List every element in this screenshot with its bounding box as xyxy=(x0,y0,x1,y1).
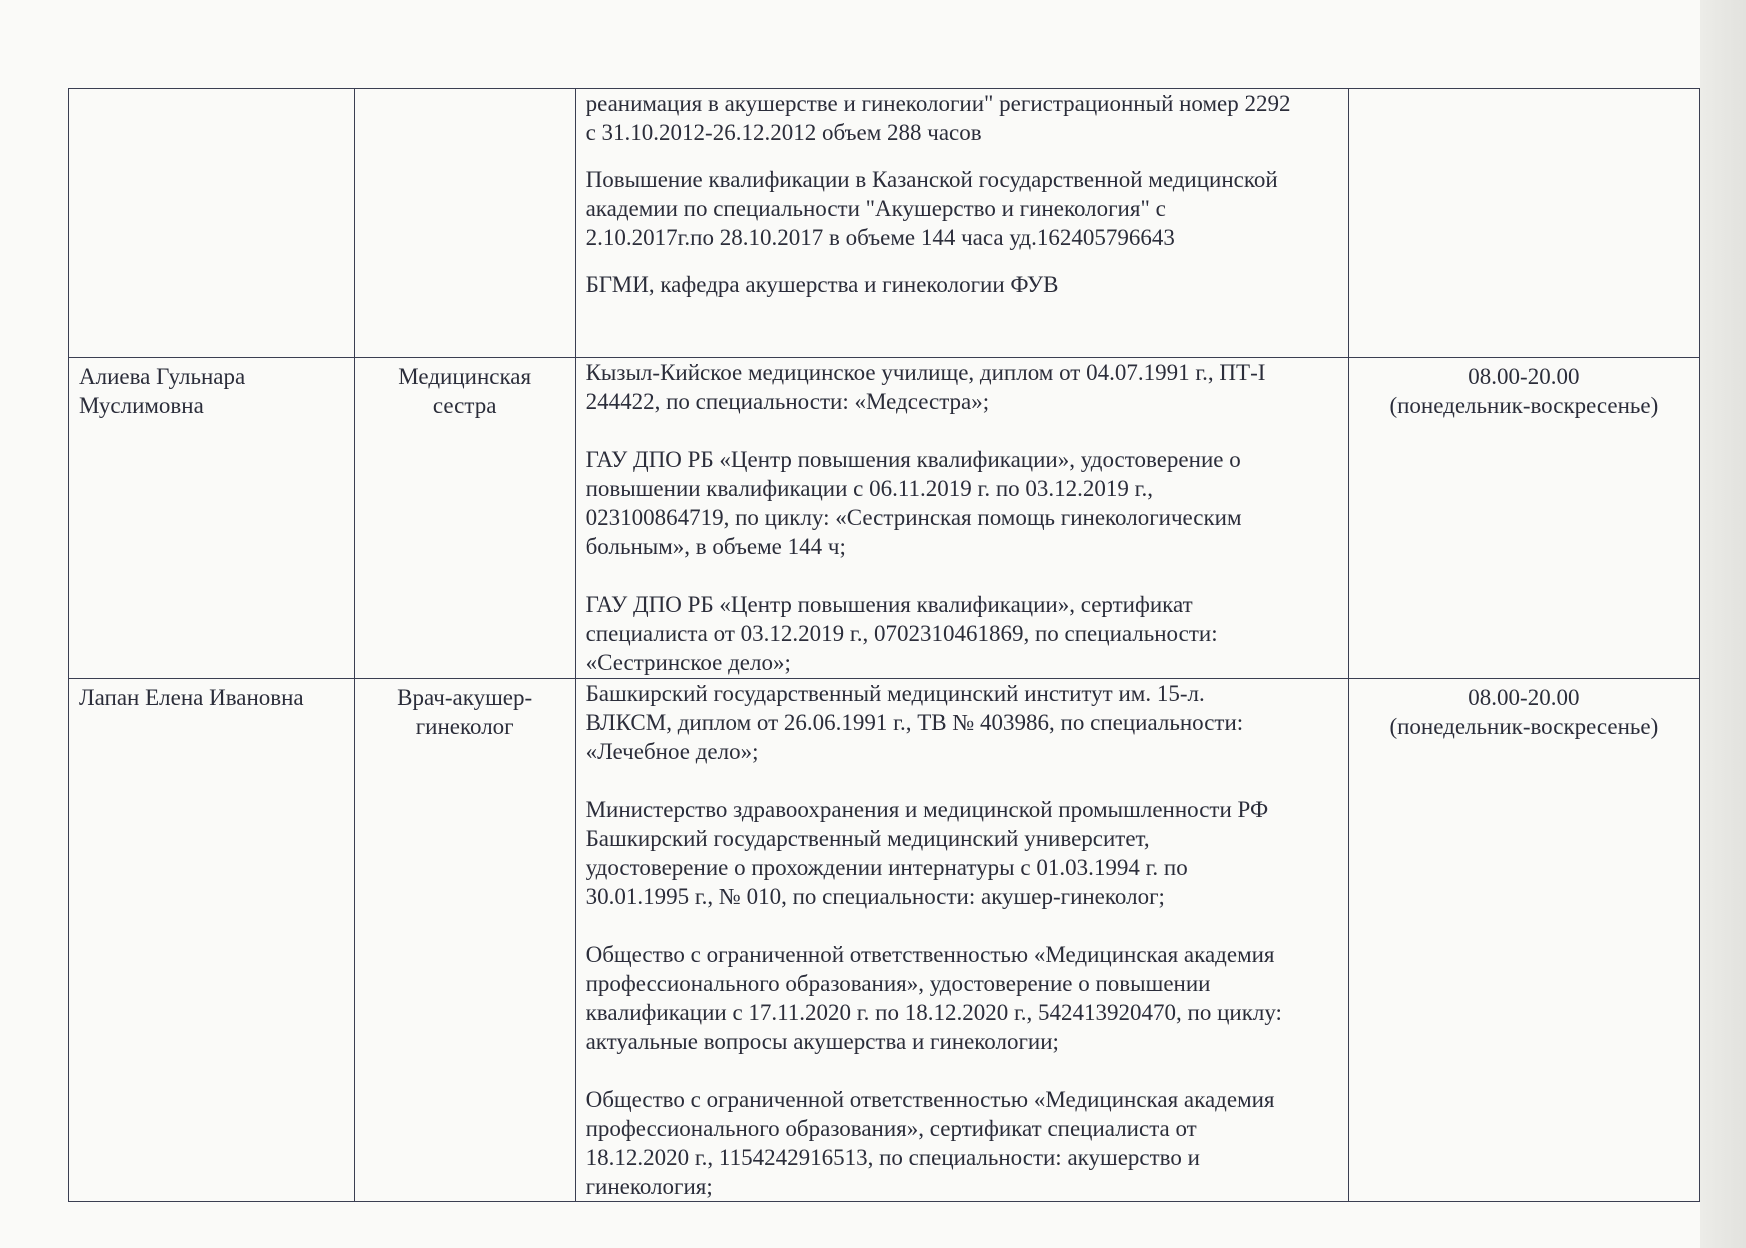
education-entry: ГАУ ДПО РБ «Центр повышения квалификации», сертификат специалиста от 03.12.2019 г., 0702310461869, по специальности: «Сестринское дело»; xyxy=(585,592,1218,675)
education-entry: БГМИ, кафедра акушерства и гинекологии ФУВ xyxy=(585,272,1059,297)
education-entry: ГАУ ДПО РБ «Центр повышения квалификации», удостоверение о повышении квалификации с 06.11.2019 г. по 03.12.2019 г., 023100864719, по циклу: «Сестринская помощь гинекологическим больным», в объеме 144 ч; xyxy=(585,447,1242,559)
page-edge xyxy=(1700,0,1746,1248)
table-row xyxy=(69,89,1700,358)
schedule-cell xyxy=(1348,679,1699,1202)
table-row xyxy=(69,358,1700,679)
position-cell xyxy=(354,358,575,679)
table-row xyxy=(69,679,1700,1202)
staff-name: Лапан Елена Ивановна xyxy=(79,685,304,710)
schedule-cell xyxy=(1348,89,1699,358)
work-days: (понедельник-воскресенье) xyxy=(1389,714,1659,739)
education-cell xyxy=(575,358,1348,679)
staff-name-cell xyxy=(69,358,355,679)
education-entry: Башкирский государственный медицинский институт им. 15-л. ВЛКСМ, диплом от 26.06.1991 г., ТВ № 403986, по специальности: «Лечебное дело»; xyxy=(585,681,1244,764)
education-cell xyxy=(575,89,1348,358)
staff-name: Алиева Гульнара Муслимовна xyxy=(79,364,246,418)
position-cell xyxy=(354,679,575,1202)
education-entry: Общество с ограниченной ответственностью «Медицинская академия профессионального образования», удостоверение о повышении квалификации с 17.11.2020 г. по 18.12.2020 г., 542413920470, по циклу: актуальные вопросы акушерства и гинекологии; xyxy=(585,942,1282,1054)
education-entry: Общество с ограниченной ответственностью «Медицинская академия профессионального образования», сертификат специалиста от 18.12.2020 г., 1154242916513, по специальности: акушерство и гинекология; xyxy=(585,1087,1275,1199)
staff-name-cell xyxy=(69,89,355,358)
staff-position: Врач-акушер- гинеколог xyxy=(397,685,533,739)
education-cell xyxy=(575,679,1348,1202)
work-days: (понедельник-воскресенье) xyxy=(1389,393,1659,418)
staff-position: Медицинская сестра xyxy=(398,364,532,418)
education-entry: Повышение квалификации в Казанской государственной медицинской академии по специальности "Акушерство и гинекология" с 2.10.2017г.по 28.10.2017 в объеме 144 часа уд.162405796643 xyxy=(585,167,1278,250)
work-hours: 08.00-20.00 xyxy=(1468,364,1580,389)
education-entry: Министерство здравоохранения и медицинской промышленности РФ Башкирский государственный медицинский университет, удостоверение о прохождении интернатуры с 01.03.1994 г. по 30.01.1995 г., № 010, по специальности: акушер-гинеколог; xyxy=(585,797,1269,909)
education-entry: Кызыл-Кийское медицинское училище, диплом от 04.07.1991 г., ПТ-I 244422, по специальности: «Медсестра»; xyxy=(585,360,1266,414)
staff-table xyxy=(68,88,1700,1202)
staff-name-cell xyxy=(69,679,355,1202)
schedule-cell xyxy=(1348,358,1699,679)
position-cell xyxy=(354,89,575,358)
work-hours: 08.00-20.00 xyxy=(1468,685,1580,710)
education-entry: реанимация в акушерстве и гинекологии" регистрационный номер 2292 с 31.10.2012-26.12.2012 объем 288 часов xyxy=(585,91,1291,145)
